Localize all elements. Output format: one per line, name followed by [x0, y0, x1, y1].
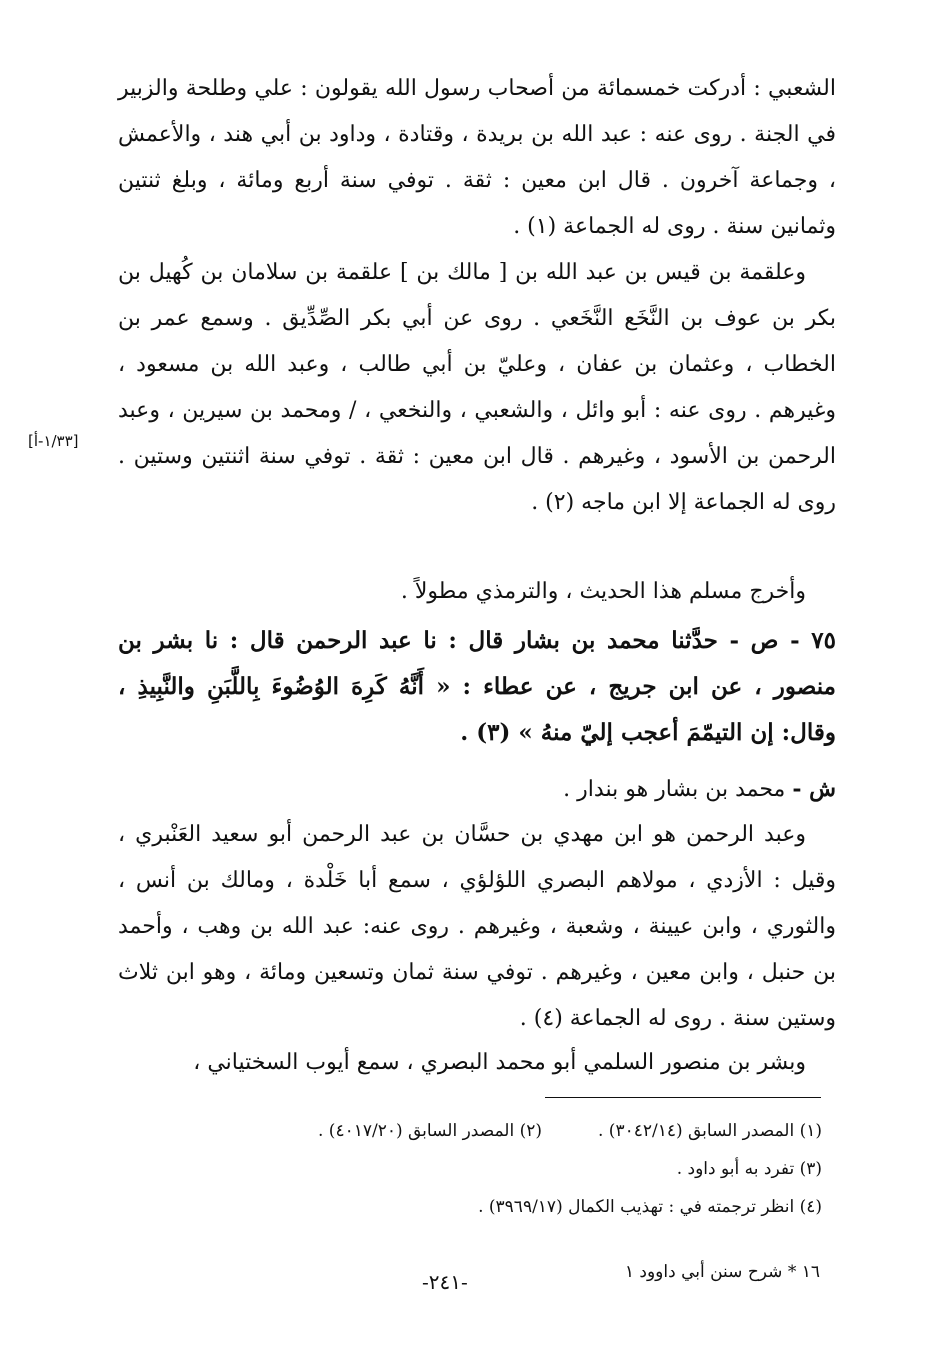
paragraph-sharh-head: [118, 766, 836, 813]
paragraph-text: الشعبي : أدركت خمسمائة من أصحاب رسول الله يقولون : علي وطلحة والزبير في الجنة . روى عنه : عبد الله بن بريدة ، وقتادة ، وداود بن أبي هند ، والأعمش ، وجماعة آخرون . قال ابن معين : ثقة . توفي سنة أربع ومائة ، وبلغ ثنتين وثمانين سنة . روى له الجماعة (١) .: [118, 76, 836, 239]
paragraph-text: محمد بن بشار هو بندار .: [563, 777, 786, 802]
paragraph-abdulrahman: [118, 812, 836, 1042]
sharh-marker: ش -: [792, 776, 836, 802]
paragraph-text: وأخرج مسلم هذا الحديث ، والترمذي مطولاً .: [400, 579, 806, 604]
footnote-2: (٢) المصدر السابق (٤٠١٧/٢٠) .: [318, 1121, 542, 1141]
paragraph-shabi: [118, 66, 836, 250]
paragraph-alqama: [118, 250, 836, 526]
paragraph-text: وبشر بن منصور السلمي أبو محمد البصري ، سمع أيوب السختياني ،: [193, 1050, 806, 1075]
footnote-3: (٣) تفرد به أبو داود .: [676, 1159, 822, 1179]
margin-manuscript-ref: [١/٣٣-أ]: [28, 432, 79, 450]
paragraph-text: وعبد الرحمن هو ابن مهدي بن حسَّان بن عبد الرحمن أبو سعيد العَنْبري ، وقيل : الأزدي ، مولاهم البصري اللؤلؤي ، سمع أبا خَلْدة ، ومالك بن أنس ، والثوري ، وابن عيينة ، وشعبة ، وغيرهم . روى عنه: عبد الله بن وهب ، وأحمد بن حنبل ، وابن معين ، وغيرهم . توفي سنة ثمان وتسعين ومائة ، وهو ابن ثلاث وستين سنة . روى له الجماعة (٤) .: [118, 822, 836, 1031]
hadith-75: [118, 618, 836, 756]
paragraph-text: وعلقمة بن قيس بن عبد الله بن [ مالك بن ] علقمة بن سلامان بن كُهيل بن بكر بن عوف بن النَّخَع النَّخَعي . روى عن أبي بكر الصِّدِّيق . وسمع عمر بن الخطاب ، وعثمان بن عفان ، وعليّ بن أبي طالب ، وعبد الله بن مسعود ، وغيرهم . روى عنه : أبو وائل ، والشعبي ، والنخعي ، / ومحمد بن سيرين ، وعبد الرحمن بن الأسود ، وغيرهم . قال ابن معين : ثقة . توفي سنة اثنتين وستين . روى له الجماعة إلا ابن ماجه (٢) .: [118, 260, 836, 515]
paragraph-bishr: [118, 1040, 836, 1086]
hadith-text: ٧٥ - ص - حدَّثنا محمد بن بشار قال : نا عبد الرحمن قال : نا بشر بن منصور ، عن ابن جريج ، عن عطاء : « أَنَّهُ كَرِهَ الوُضُوءَ بِاللَّبَنِ والنَّبِيذِ ، وقال: إن التيمّمَ أعجب إليّ منهُ » (٣) .: [118, 627, 836, 746]
footer-book-title: ١٦ * شرح سنن أبي داوود ١: [624, 1262, 820, 1282]
paragraph-muslim-note: [118, 569, 836, 615]
footnote-divider: [545, 1097, 821, 1098]
footnote-1: (١) المصدر السابق (٣٠٤٢/١٤) .: [598, 1121, 822, 1141]
footnotes: [150, 1112, 822, 1226]
page-number: -٢٤١-: [422, 1270, 468, 1294]
footnote-4: (٤) انظر ترجمته في : تهذيب الكمال (٣٩٦٩/١٧) .: [478, 1197, 822, 1217]
footnote-row: [150, 1112, 822, 1150]
